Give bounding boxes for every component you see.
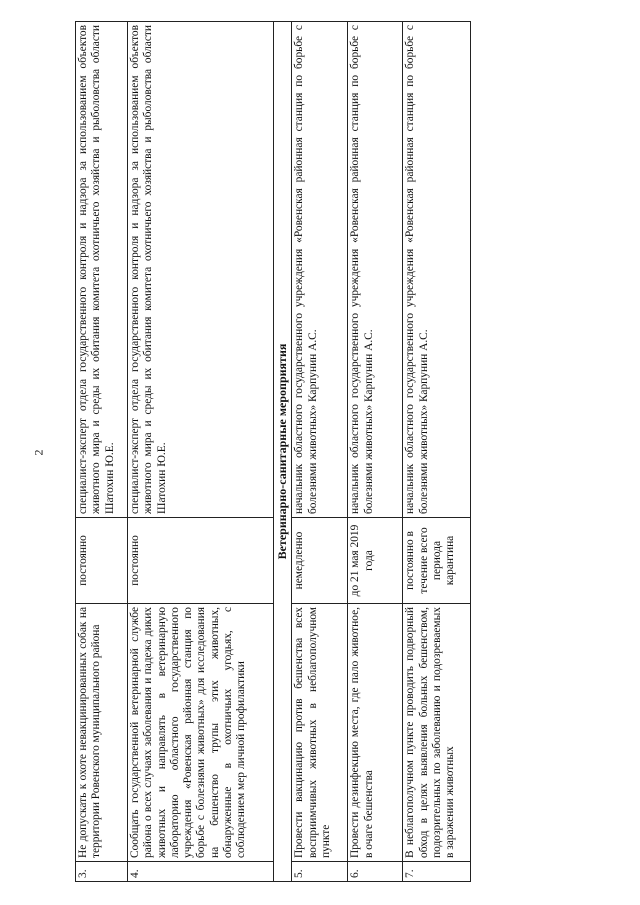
measure-text: В неблагополучном пункте проводить подворный обход в целях выявления больных бешенством, подозрительных по заболеванию и подозреваемых в заражении животных	[403, 604, 471, 862]
term-text: постоянно	[128, 518, 274, 604]
table-row	[348, 22, 403, 882]
term-text: немедленно	[292, 518, 348, 604]
term-text: постоянно в течение всего периода карантина	[403, 518, 471, 604]
table-row	[128, 22, 274, 882]
term-text: постоянно	[76, 518, 128, 604]
row-number: 4.	[128, 862, 274, 882]
term-text: до 21 мая 2019 года	[348, 518, 403, 604]
table-row	[292, 22, 348, 882]
row-number: 6.	[348, 862, 403, 882]
row-number: 5.	[292, 862, 348, 882]
section-row	[274, 22, 292, 882]
responsible-text: специалист-эксперт отдела государственного контроля и надзора за использованием объектов животного мира и среды их обитания комитета охотничьего хозяйства и рыболовства области Шатохин Ю.Е.	[128, 22, 274, 518]
section-title: Ветеринарно-санитарные мероприятия	[274, 22, 292, 882]
table-row	[403, 22, 471, 882]
page-number: 2	[31, 449, 46, 456]
measures-table	[75, 21, 471, 882]
row-number: 3.	[76, 862, 128, 882]
measure-text: Провести дезинфекцию места, где пало животное, в очаге бешенства	[348, 604, 403, 862]
measure-text: Не допускать к охоте невакцинированных собак на территории Ровенского муниципального района	[76, 604, 128, 862]
rotated-document-table	[75, 22, 470, 882]
measure-text: Сообщать государственной ветеринарной службе района о всех случаях заболевания и падежа диких животных и направлять в ветеринарную лабораторию областного государственного учреждения «Ровенская районная станция по борьбе с болезнями животных» для исследования на бешенство трупы этих животных, обнаруженные в охотничьих угодьях, с соблюдением мер личной профилактики	[128, 604, 274, 862]
responsible-text: начальник областного государственного учреждения «Ровенская районная станция по борьбе с болезнями животных» Карпунин А.С.	[348, 22, 403, 518]
responsible-text: начальник областного государственного учреждения «Ровенская районная станция по борьбе с болезнями животных» Карпунин А.С.	[292, 22, 348, 518]
row-number: 7.	[403, 862, 471, 882]
table-row	[76, 22, 128, 882]
measure-text: Провести вакцинацию против бешенства всех восприимчивых животных в неблагополучном пункте	[292, 604, 348, 862]
responsible-text: специалист-эксперт отдела государственного контроля и надзора за использованием объектов животного мира и среды их обитания комитета охотничьего хозяйства и рыболовства области Шатохин Ю.Е.	[76, 22, 128, 518]
responsible-text: начальник областного государственного учреждения «Ровенская районная станция по борьбе с болезнями животных» Карпунин А.С.	[403, 22, 471, 518]
